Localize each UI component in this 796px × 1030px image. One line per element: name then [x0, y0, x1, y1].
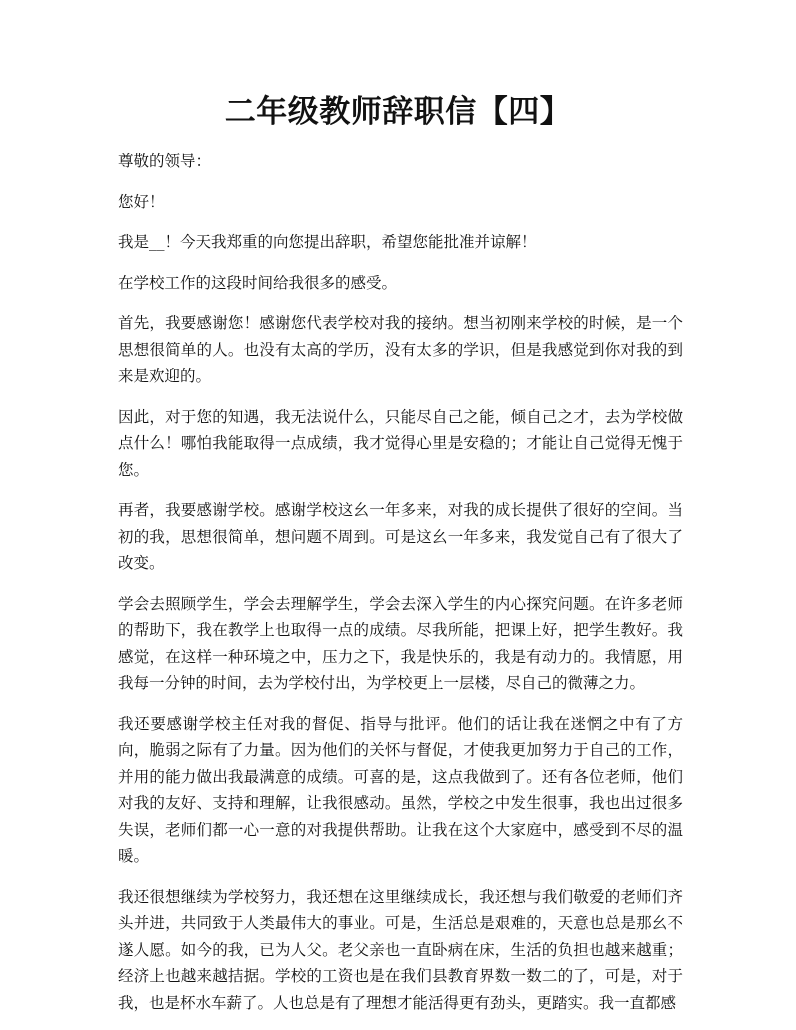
paragraph: 我还要感谢学校主任对我的督促、指导与批评。他们的话让我在迷惘之中有了方向，脆弱之际有了力量。因为他们的关怀与督促，才使我更加努力于自己的工作，并用的能力做出我最满意的成绩。可喜的是，这点我做到了。还有各位老师，他们对我的友好、支持和理解，让我很感动。虽然，学校之中发生很事，我也出过很多失误，老师们都一心一意的对我提供帮助。让我在这个大家庭中，感受到不尽的温暖。	[118, 714, 683, 865]
paragraph: 再者，我要感谢学校。感谢学校这幺一年多来，对我的成长提供了很好的空间。当初的我，思想很简单，想问题不周到。可是这幺一年多来，我发觉自己有了很大了改变。	[118, 501, 683, 572]
greeting: 您好！	[118, 192, 165, 211]
paragraph: 首先，我要感谢您！感谢您代表学校对我的接纳。想当初刚来学校的时候，是一个思想很简单的人。也没有太高的学历，没有太多的学识，但是我感觉到你对我的到来是欢迎的。	[118, 314, 683, 385]
letter-body	[118, 148, 683, 1030]
salutation: 尊敬的领导：	[118, 152, 212, 170]
paragraph: 因此，对于您的知遇，我无法说什么，只能尽自己之能，倾自己之才，去为学校做点什么！哪怕我能取得一点成绩，我才觉得心里是安稳的；才能让自己觉得无愧于您。	[118, 407, 683, 479]
paragraph-intro: 我是__！今天我郑重的向您提出辞职，希望您能批准并谅解！	[118, 233, 537, 251]
paragraph: 在学校工作的这段时间给我很多的感受。	[118, 273, 398, 292]
paragraph: 我还很想继续为学校努力，我还想在这里继续成长，我还想与我们敬爱的老师们齐头并进，共同致于人类最伟大的事业。可是，生活总是艰难的，天意也总是那幺不遂人愿。如今的我，已为人父。老父亲也一直卧病在床，生活的负担也越来越重；经济上也越来越拮据。学校的工资也是在我们县教育界数一数二的了，可是，对于我，也是杯水车薪了。人也总是有了理想才能活得更有劲头，更踏实。我一直都感	[118, 887, 683, 1012]
document-title: 二年级教师辞职信【四】	[224, 94, 572, 130]
paragraph: 学会去照顾学生，学会去理解学生，学会去深入学生的内心探究问题。在许多老师的帮助下，我在教学上也取得一点的成绩。尽我所能，把课上好，把学生教好。我感觉，在这样一种环境之中，压力之下，我是快乐的，我是有动力的。我情愿，用我每一分钟的时间，去为学校付出，为学校更上一层楼，尽自己的微薄之力。	[118, 594, 683, 692]
